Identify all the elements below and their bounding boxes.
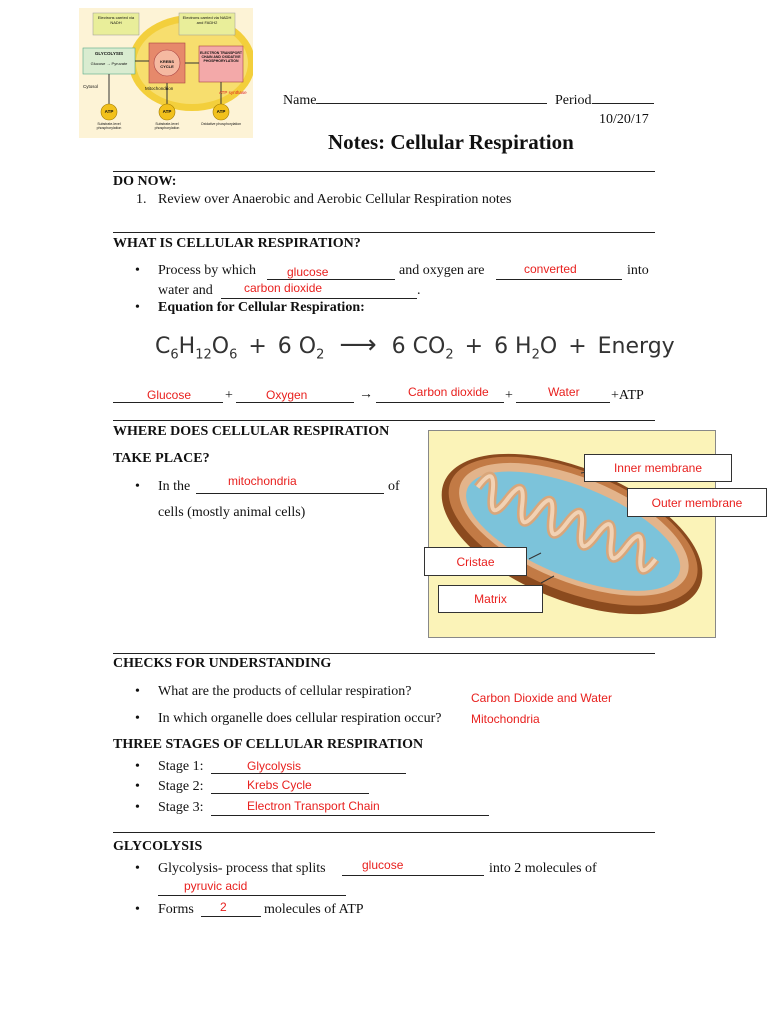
do-now-heading: DO NOW: xyxy=(113,174,177,189)
stage3-label: Stage 3: xyxy=(158,800,204,815)
thumb-elec-nadh: Electrons carried via NADH xyxy=(97,15,135,25)
eq-plus: + xyxy=(568,334,587,359)
eq-h2o-o: O xyxy=(539,334,558,359)
name-label: Name xyxy=(283,93,317,108)
where-heading-line1: WHERE DOES CELLULAR RESPIRATION xyxy=(113,424,390,439)
label-cristae: Cristae xyxy=(424,547,527,576)
do-now-item-number: 1. xyxy=(136,192,147,207)
stages-heading: THREE STAGES OF CELLULAR RESPIRATION xyxy=(113,737,424,752)
divider xyxy=(113,232,655,233)
glycolysis-heading: GLYCOLYSIS xyxy=(113,839,203,854)
divider xyxy=(113,171,655,172)
divider xyxy=(113,832,655,833)
divider xyxy=(113,653,655,654)
chemical-equation xyxy=(155,330,675,362)
name-field xyxy=(283,93,654,109)
label-inner-membrane: Inner membrane xyxy=(584,454,732,482)
glycolysis-b1-pre: Glycolysis- process that splits xyxy=(158,861,326,876)
eq-o2-sub: 2 xyxy=(316,347,325,363)
eq-c: C xyxy=(155,334,171,359)
bullet: • xyxy=(135,479,140,494)
blank-line xyxy=(211,757,406,774)
bullet: • xyxy=(135,779,140,794)
page-title: Notes: Cellular Respiration xyxy=(328,130,574,154)
bullet: • xyxy=(135,759,140,774)
checks-a1: Carbon Dioxide and Water xyxy=(471,691,612,705)
stage1-answer: Glycolysis xyxy=(247,759,302,773)
word-eq-arrow: → xyxy=(359,387,373,402)
period-label: Period xyxy=(554,93,592,108)
answer-glucose: glucose xyxy=(287,265,329,279)
what-is-b1-post: into xyxy=(627,263,649,278)
thumb-atp-synthase: ATP synthase xyxy=(219,90,247,95)
eq-co2-sub: 2 xyxy=(445,347,454,363)
checks-a2: Mitochondria xyxy=(471,712,540,726)
answer-carbon-dioxide-word: Carbon dioxide xyxy=(408,385,489,399)
bullet: • xyxy=(135,861,140,876)
thumb-krebs: KREBS CYCLE xyxy=(159,59,174,69)
answer-water-word: Water xyxy=(548,385,580,399)
where-b1-line2: cells (mostly animal cells) xyxy=(158,505,306,520)
what-is-heading: WHAT IS CELLULAR RESPIRATION? xyxy=(113,236,361,251)
date: 10/20/17 xyxy=(599,112,649,127)
glycolysis-answer-glucose: glucose xyxy=(362,858,404,872)
blank-line xyxy=(201,900,261,917)
where-b1-post: of xyxy=(388,479,400,494)
stage2-label: Stage 2: xyxy=(158,779,204,794)
stage3-answer: Electron Transport Chain xyxy=(247,799,380,813)
divider xyxy=(113,420,655,421)
eq-energy: Energy xyxy=(597,334,675,359)
where-b1-pre: In the xyxy=(158,479,191,494)
answer-converted: converted xyxy=(524,262,577,276)
thumb-sub-2: Substrate-level phosphorylation xyxy=(154,122,180,130)
eq-o-sub: 6 xyxy=(229,347,238,363)
do-now-item: Review over Anaerobic and Aerobic Cellular Respiration notes xyxy=(158,192,512,207)
stage1-label: Stage 1: xyxy=(158,759,204,774)
eq-plus: + xyxy=(248,334,267,359)
thumb-elec-fadh: Electrons carried via NADH and FADH2 xyxy=(182,15,232,25)
word-eq-atp: +ATP xyxy=(611,388,644,403)
word-eq-plus: + xyxy=(505,388,513,403)
answer-mitochondria: mitochondria xyxy=(228,474,297,488)
glycolysis-b1-post: into 2 molecules of xyxy=(489,861,597,876)
thumb-sub-3: Oxidative phosphorylation xyxy=(200,122,242,126)
bullet: • xyxy=(135,263,140,278)
eq-arrow: ⟶ xyxy=(339,330,377,360)
what-is-b1-line2-pre: water and xyxy=(158,283,213,298)
what-is-b1-pre: Process by which xyxy=(158,263,256,278)
eq-co2: 6 CO xyxy=(391,334,446,359)
eq-plus: + xyxy=(464,334,484,359)
answer-glucose-word: Glucose xyxy=(147,388,192,402)
glycolysis-b2-post: molecules of ATP xyxy=(264,902,364,917)
glycolysis-answer-atp-count: 2 xyxy=(220,900,227,914)
bullet: • xyxy=(135,711,140,726)
what-is-b1-mid: and oxygen are xyxy=(399,263,485,278)
respiration-overview-thumbnail xyxy=(79,8,253,138)
label-outer-membrane: Outer membrane xyxy=(627,488,767,517)
checks-q2: In which organelle does cellular respiration occur? xyxy=(158,711,442,726)
eq-o: O xyxy=(211,334,230,359)
word-eq-plus: + xyxy=(225,388,233,403)
eq-h-sub: 12 xyxy=(195,347,212,363)
thumb-cytosol: Cytosol xyxy=(83,84,99,89)
stage2-answer: Krebs Cycle xyxy=(247,778,312,792)
what-is-b1-end: . xyxy=(417,283,421,298)
glycolysis-answer-pyruvic: pyruvic acid xyxy=(184,879,248,893)
eq-h2o-sub: 2 xyxy=(531,347,540,363)
bullet: • xyxy=(135,800,140,815)
eq-c-sub: 6 xyxy=(170,347,179,363)
where-heading-line2: TAKE PLACE? xyxy=(113,451,210,466)
thumb-glycolysis: GLYCOLYSIS xyxy=(94,51,124,56)
bullet: • xyxy=(135,684,140,699)
thumb-sub-1: Substrate-level phosphorylation xyxy=(96,122,122,130)
eq-o2: 6 O xyxy=(277,334,317,359)
thumb-atp-2: ATP xyxy=(162,109,172,114)
equation-label: Equation for Cellular Respiration: xyxy=(158,300,365,315)
label-matrix: Matrix xyxy=(438,585,543,613)
thumb-mito: Mitochondrion xyxy=(145,86,174,91)
bullet: • xyxy=(135,902,140,917)
checks-q1: What are the products of cellular respiration? xyxy=(158,684,412,699)
glycolysis-b2-pre: Forms xyxy=(158,902,194,917)
checks-heading: CHECKS FOR UNDERSTANDING xyxy=(113,656,332,671)
answer-oxygen-word: Oxygen xyxy=(266,388,308,402)
thumb-atp-3: ATP xyxy=(216,109,226,114)
bullet: • xyxy=(135,300,140,315)
eq-h: H xyxy=(178,334,196,359)
thumb-glycolysis-sub: Glucose → Pyruvate xyxy=(90,61,128,66)
eq-h2o: 6 H xyxy=(494,334,532,359)
answer-carbon-dioxide: carbon dioxide xyxy=(244,281,323,295)
thumb-atp-1: ATP xyxy=(104,109,114,114)
thumb-etc: ELECTRON TRANSPORT CHAIN AND OXIDATIVE PHOSPHORYLATION xyxy=(200,51,242,63)
